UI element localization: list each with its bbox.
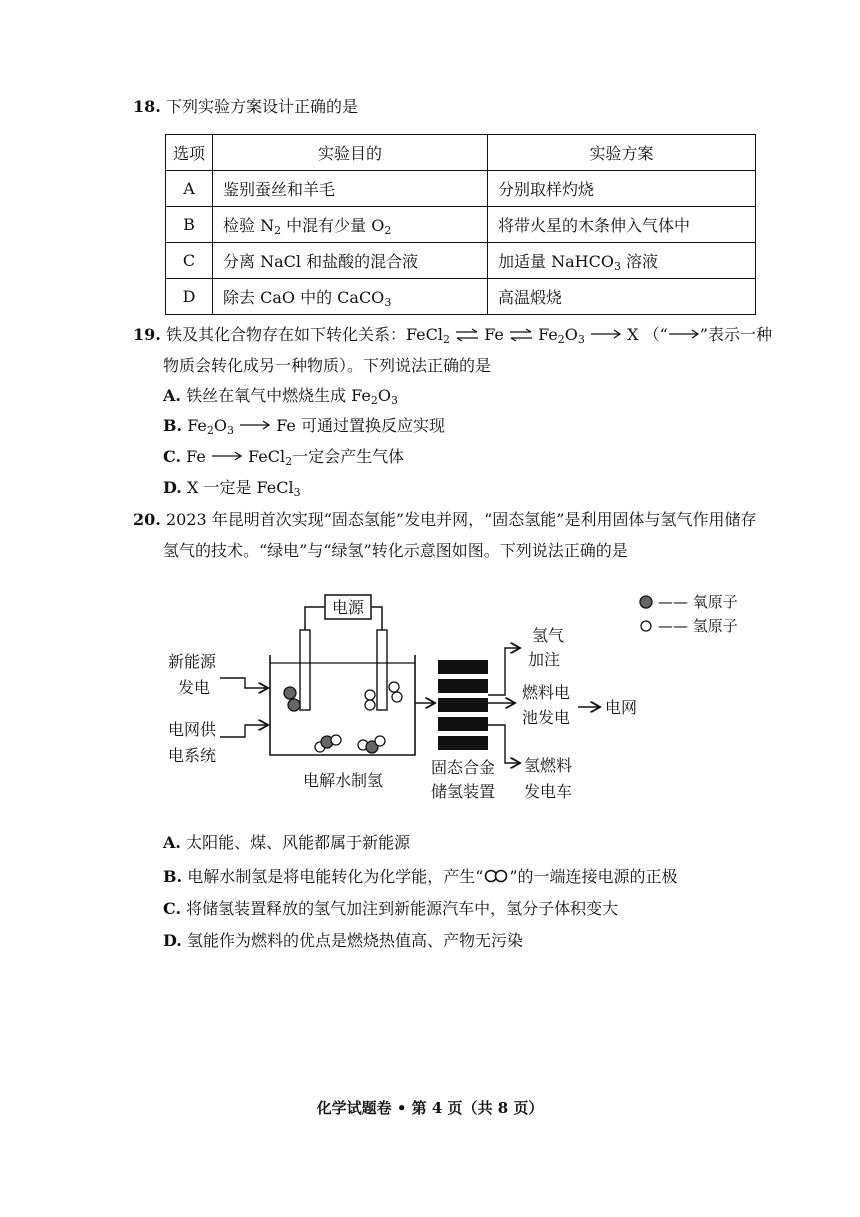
question-number: 18. (133, 97, 161, 116)
text-fragment: Fe (186, 447, 206, 466)
cell-plan (488, 243, 756, 279)
input1-label-line2: 发电 (178, 678, 211, 697)
text-fragment: Fe 可通过置换反应实现 (276, 416, 445, 435)
question-20-stem-line2: 氢气的技术。“绿电”与“绿氢”转化示意图如图。下列说法正确的是 (163, 541, 628, 560)
question-text: 下列实验方案设计正确的是 (165, 97, 358, 116)
question-text: 2023 年昆明首次实现“固态氢能”发电并网，“固态氢能”是利用固体与氢气作用储存 (165, 510, 757, 529)
electrode-left (300, 630, 310, 710)
question-19-stem (133, 324, 772, 346)
subscript: 2 (370, 394, 378, 407)
wire-right (371, 607, 382, 630)
storage-label-line1: 固态合金 (430, 758, 496, 777)
option-b (163, 415, 445, 437)
subscript: 2 (443, 333, 450, 346)
hydrogen-atom (375, 736, 385, 746)
text-fragment: O (564, 325, 578, 344)
text-fragment: 除去 CaO 中的 CaCO (223, 288, 385, 307)
cell-option: A (166, 171, 213, 207)
output-arrow-fueling (488, 648, 520, 695)
text-fragment: 溶液 (620, 252, 659, 271)
legend-hydrogen-marker (641, 621, 651, 631)
text-fragment: 一定会产生气体 (292, 447, 405, 466)
subscript: 2 (274, 224, 282, 237)
green-hydrogen-diagram (160, 585, 780, 810)
legend-hydrogen-label: —— 氢原子 (658, 617, 738, 635)
out3-label-line2: 发电车 (524, 782, 573, 801)
storage-plate (438, 660, 488, 674)
text-fragment: 电解水制氢是将电能转化为化学能，产生“ (187, 867, 484, 886)
oxygen-molecule-icon (483, 869, 509, 883)
page-footer: 化学试题卷 • 第 4 页（共 8 页） (316, 1099, 544, 1117)
reversible-arrow-icon (455, 328, 479, 342)
option-d (163, 930, 523, 952)
option-letter: C. (163, 447, 182, 466)
oxygen-atom (284, 687, 296, 699)
subscript: 3 (384, 296, 392, 309)
table-header-row (166, 135, 756, 171)
question-20-stem (133, 509, 756, 531)
option-b (163, 866, 678, 888)
question-number: 20. (133, 510, 161, 529)
input1-label-line1: 新能源 (168, 652, 217, 671)
text-fragment: （“ (643, 325, 668, 344)
storage-plate (438, 679, 488, 693)
storage-label-line2: 储氢装置 (430, 782, 496, 801)
power-source-label: 电源 (331, 598, 365, 617)
subscript: 3 (227, 424, 235, 437)
cell-plan: 高温煅烧 (488, 279, 756, 315)
text-fragment: FeCl (248, 447, 286, 466)
option-text: 氢能作为燃料的优点是燃烧热值高、产物无污染 (186, 931, 523, 950)
cell-purpose: 分离 NaCl 和盐酸的混合液 (213, 243, 488, 279)
arrow-right-icon (239, 419, 271, 431)
out1-label-line2: 加注 (528, 650, 561, 669)
question-number: 19. (133, 325, 161, 344)
out3-label-line1: 氢燃料 (524, 756, 573, 775)
oxygen-atom (288, 699, 300, 711)
subscript: 2 (557, 333, 565, 346)
electrode-right (377, 630, 387, 710)
subscript: 3 (577, 333, 585, 346)
option-a (163, 832, 410, 854)
storage-plate (438, 717, 488, 731)
option-letter: C. (163, 899, 182, 918)
text-fragment: Fe (484, 325, 504, 344)
subscript: 3 (613, 260, 621, 273)
text-fragment: ”的一端连接电源的正极 (509, 867, 678, 886)
cell-option: B (166, 207, 213, 243)
cell-purpose: 鉴别蚕丝和羊毛 (213, 171, 488, 207)
option-letter: B. (163, 867, 183, 886)
option-c (163, 898, 618, 920)
reversible-arrow-icon (509, 328, 533, 342)
subscript: 2 (206, 424, 214, 437)
input2-label-line1: 电网供 (168, 720, 217, 739)
text-fragment: O (213, 416, 228, 435)
text-fragment: X 一定是 FeCl (186, 478, 294, 497)
option-a (163, 385, 398, 407)
table-row (166, 171, 756, 207)
out1-label-line1: 氢气 (532, 626, 565, 645)
option-letter: A. (163, 386, 181, 405)
subscript: 2 (384, 224, 392, 237)
cell-purpose (213, 207, 488, 243)
input1-arrow (220, 678, 268, 688)
text-fragment: Fe (187, 416, 207, 435)
cell-purpose (213, 279, 488, 315)
arrow-right-icon (590, 328, 622, 340)
subscript: 3 (391, 394, 398, 407)
arrow-right-icon (668, 328, 700, 340)
option-letter: B. (163, 416, 183, 435)
input2-label-line2: 电系统 (168, 746, 217, 765)
question-18-stem (133, 96, 358, 118)
text-fragment: 加适量 NaHCO (498, 252, 614, 271)
option-letter: A. (163, 833, 181, 852)
input2-arrow (220, 725, 268, 737)
header-purpose: 实验目的 (213, 135, 488, 171)
hydrogen-atom (331, 735, 341, 745)
table-row (166, 243, 756, 279)
text-fragment: 中混有少量 O (281, 216, 385, 235)
arrow-right-icon (211, 450, 243, 462)
question-19-stem-line2: 物质会转化成另一种物质）。下列说法正确的是 (163, 356, 492, 375)
option-text: 太阳能、煤、风能都属于新能源 (186, 833, 411, 852)
text-fragment: 检验 N (223, 216, 275, 235)
text-fragment: 铁及其化合物存在如下转化关系：FeCl (165, 325, 443, 344)
option-text: 将储氢装置释放的氢气加注到新能源汽车中，氢分子体积变大 (186, 899, 619, 918)
grid-label: 电网 (605, 698, 638, 717)
out2-label-line2: 池发电 (522, 708, 571, 727)
hydrogen-atom (365, 700, 375, 710)
hydrogen-atom (365, 690, 375, 700)
table-row (166, 207, 756, 243)
subscript: 3 (293, 486, 301, 499)
experiment-table (165, 134, 756, 315)
cell-option: D (166, 279, 213, 315)
legend-oxygen-label: —— 氧原子 (658, 593, 738, 611)
text-fragment: O (377, 386, 391, 405)
text-fragment: 铁丝在氧气中燃烧生成 Fe (186, 386, 371, 405)
text-fragment: X (627, 325, 639, 344)
option-letter: D. (163, 931, 182, 950)
legend-oxygen-marker (640, 596, 652, 608)
hydrogen-atom (392, 692, 402, 702)
wire-left (305, 607, 325, 630)
option-d (163, 477, 301, 499)
storage-plate (438, 736, 488, 750)
cell-plan: 分别取样灼烧 (488, 171, 756, 207)
subscript: 2 (285, 455, 293, 468)
header-plan: 实验方案 (488, 135, 756, 171)
out2-label-line1: 燃料电 (522, 683, 571, 702)
text-fragment: ”表示一种 (699, 325, 772, 344)
cell-plan: 将带火星的木条伸入气体中 (488, 207, 756, 243)
storage-plate (438, 698, 488, 712)
table-row (166, 279, 756, 315)
cell-option: C (166, 243, 213, 279)
hydrogen-atom (389, 682, 399, 692)
text-fragment: Fe (538, 325, 558, 344)
cell-label: 电解水制氢 (302, 771, 384, 790)
header-option: 选项 (166, 135, 213, 171)
option-c (163, 446, 404, 468)
option-letter: D. (163, 478, 182, 497)
